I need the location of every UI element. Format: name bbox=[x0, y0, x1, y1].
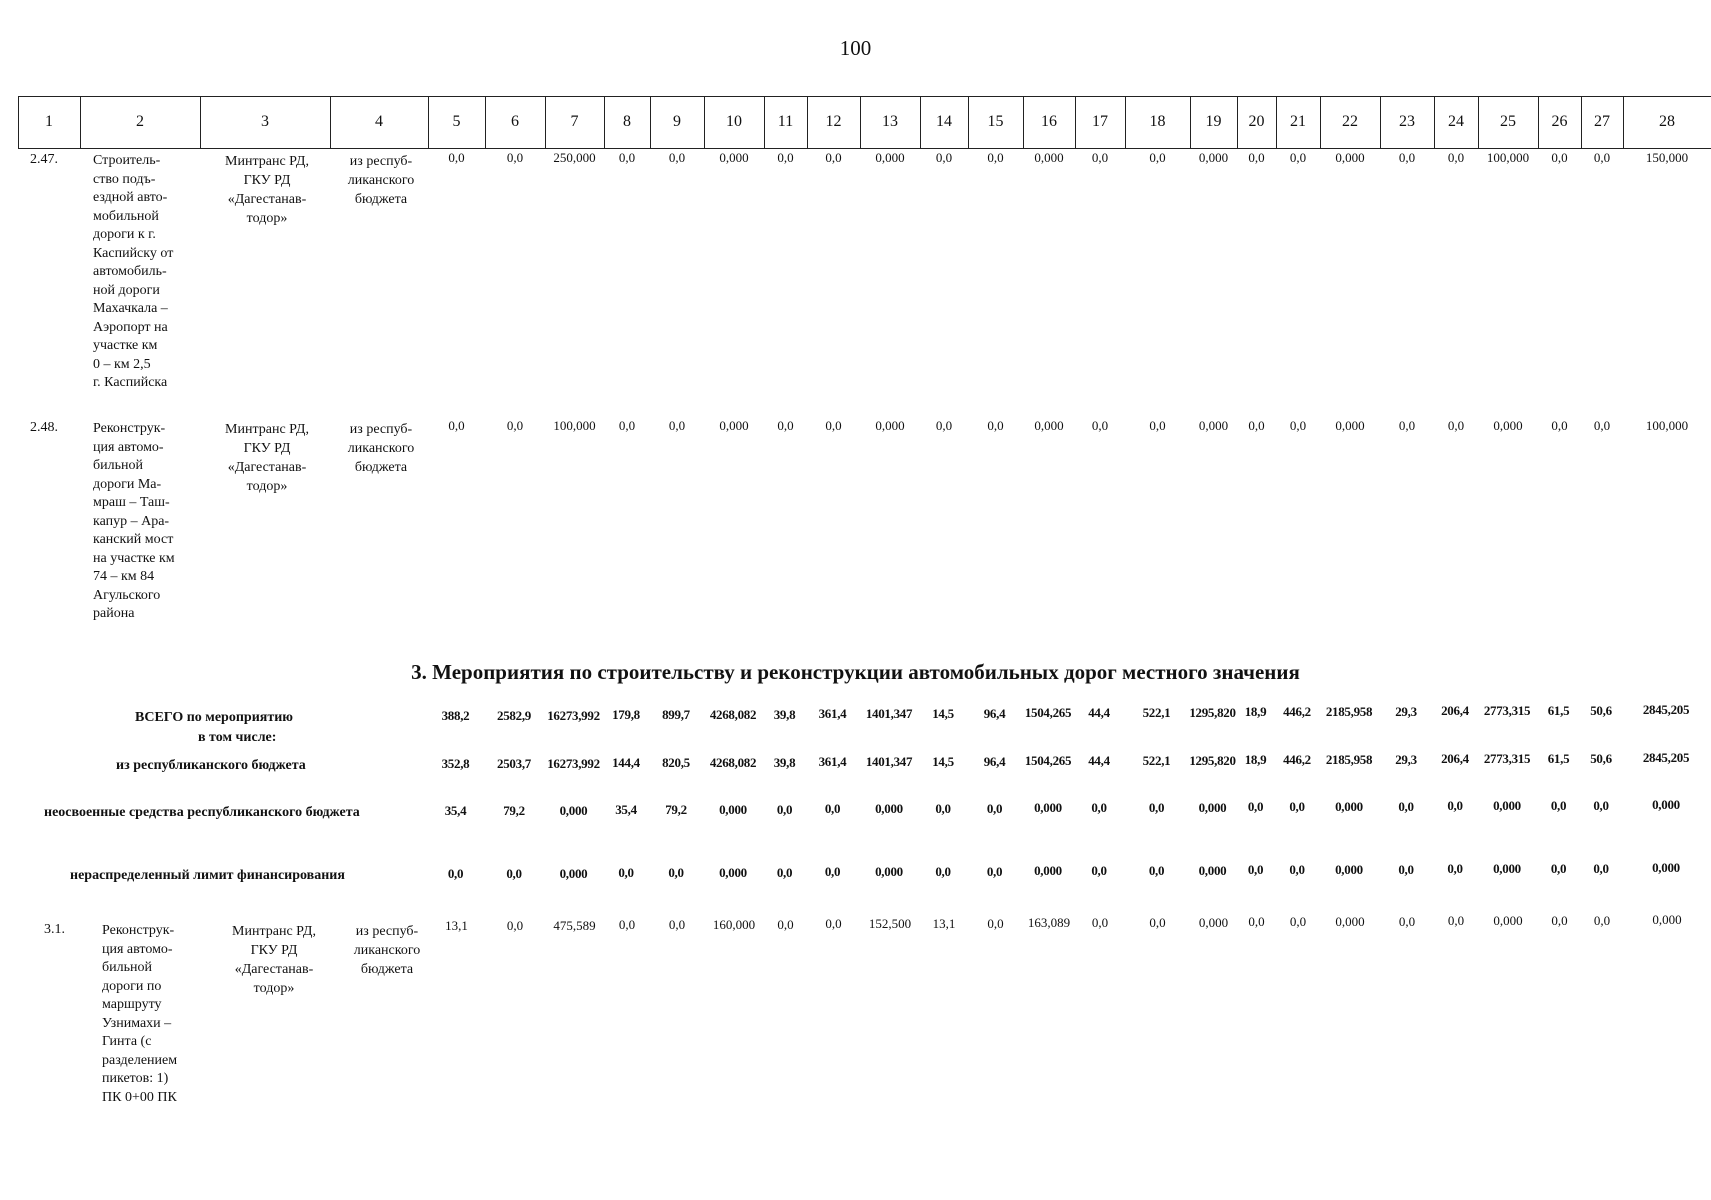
column-header-28: 28 bbox=[1659, 113, 1675, 130]
column-header-11: 11 bbox=[777, 113, 794, 130]
row-value: 0,0 bbox=[668, 150, 686, 165]
summary-value: 0,0 bbox=[1550, 797, 1567, 813]
header-divider bbox=[1478, 96, 1479, 148]
summary-value: 0,000 bbox=[719, 801, 747, 817]
summary-label: неосвоенные средства республиканского бюджета bbox=[44, 805, 360, 820]
summary-value: 2185,958 bbox=[1325, 703, 1373, 719]
summary-value: 0,0 bbox=[1593, 797, 1609, 813]
row-value: 0,0 bbox=[618, 418, 636, 433]
header-divider bbox=[200, 96, 201, 148]
row-value: 0,0 bbox=[987, 150, 1004, 165]
summary-value: 0,0 bbox=[506, 865, 522, 881]
header-divider bbox=[1125, 96, 1126, 148]
row-object-name: Реконструк- ция автомо- бильной дороги по маршруту Узнимахи – Гинта (с разделением пикетов: 1) ПК 0+00 ПК bbox=[102, 923, 178, 1105]
summary-value: 16273,992 bbox=[547, 755, 600, 771]
summary-value: 50,6 bbox=[1590, 750, 1612, 766]
summary-value: 35,4 bbox=[444, 803, 467, 818]
row-value: 0,0 bbox=[668, 418, 686, 433]
row-value: 0,0 bbox=[506, 917, 524, 933]
summary-value: 2773,315 bbox=[1483, 703, 1531, 718]
summary-value: 44,4 bbox=[1088, 705, 1110, 720]
row-value: 250,000 bbox=[553, 150, 596, 165]
table-column-header-row bbox=[0, 96, 1711, 148]
row-value: 0,000 bbox=[1198, 418, 1229, 433]
row-value: 100,000 bbox=[1486, 150, 1530, 165]
summary-value: 0,000 bbox=[559, 865, 588, 881]
summary-value: 50,6 bbox=[1590, 702, 1612, 718]
summary-value: 0,0 bbox=[618, 865, 634, 881]
row-number: 2.48. bbox=[30, 420, 58, 435]
column-header-6: 6 bbox=[511, 113, 519, 130]
row-value: 0,0 bbox=[1593, 912, 1611, 928]
row-funding-source: из респуб- ликанского бюджета bbox=[347, 154, 415, 207]
row-value: 0,0 bbox=[1447, 150, 1465, 165]
summary-value: 0,000 bbox=[875, 864, 903, 879]
row-value: 0,000 bbox=[1493, 913, 1523, 928]
row-value: 0,0 bbox=[1398, 150, 1416, 165]
summary-value: 0,0 bbox=[1447, 798, 1463, 814]
summary-value: 4268,082 bbox=[709, 706, 757, 722]
row-executor: Минтранс РД, ГКУ РД «Дагестанав- тодор» bbox=[232, 924, 316, 996]
row-value: 150,000 bbox=[1645, 150, 1689, 165]
summary-value: 39,8 bbox=[773, 754, 796, 770]
summary-label: нераспределенный лимит финансирования bbox=[70, 868, 345, 883]
row-value: 0,0 bbox=[987, 915, 1004, 931]
summary-value: 899,7 bbox=[662, 707, 690, 722]
summary-value: 18,9 bbox=[1244, 704, 1267, 720]
column-header-22: 22 bbox=[1342, 113, 1358, 130]
header-divider bbox=[1380, 96, 1381, 148]
header-divider bbox=[330, 96, 331, 148]
header-divider bbox=[860, 96, 861, 148]
row-value: 0,0 bbox=[448, 418, 465, 433]
summary-value: 0,0 bbox=[1550, 860, 1567, 876]
summary-value: 1504,265 bbox=[1024, 705, 1072, 721]
column-header-25: 25 bbox=[1500, 113, 1516, 130]
header-divider bbox=[18, 96, 19, 148]
row-value: 0,0 bbox=[825, 916, 842, 932]
row-value: 100,000 bbox=[553, 418, 596, 433]
summary-value: 0,0 bbox=[1289, 799, 1305, 814]
row-value: 0,000 bbox=[875, 150, 905, 165]
row-value: 0,0 bbox=[1289, 914, 1307, 929]
row-value: 0,0 bbox=[1149, 418, 1166, 433]
row-value: 0,0 bbox=[618, 150, 636, 165]
row-object-name: Реконструк- ция автомо- бильной дороги Ма- мраш – Таш- капур – Ара- канский мост на участке км 74 – км 84 Агульского района bbox=[93, 421, 175, 621]
summary-value: 0,0 bbox=[1398, 861, 1414, 877]
row-value: 475,589 bbox=[553, 917, 596, 933]
row-value: 0,0 bbox=[1248, 418, 1265, 433]
summary-value: 206,4 bbox=[1441, 703, 1469, 719]
row-value: 0,0 bbox=[506, 418, 524, 433]
column-header-8: 8 bbox=[623, 113, 631, 130]
summary-value: 0,000 bbox=[1493, 861, 1521, 876]
row-value: 0,0 bbox=[1551, 912, 1568, 928]
row-funding-source: из респуб- ликанского бюджета bbox=[347, 422, 415, 475]
header-divider bbox=[807, 96, 808, 148]
row-value: 0,0 bbox=[1248, 150, 1265, 165]
summary-value: 144,4 bbox=[612, 755, 640, 771]
header-divider bbox=[1023, 96, 1024, 148]
table-header-bottom-rule bbox=[18, 148, 1711, 149]
row-value: 0,0 bbox=[1551, 150, 1568, 165]
row-executor: Минтранс РД, ГКУ РД «Дагестанав- тодор» bbox=[225, 422, 309, 494]
summary-value: 522,1 bbox=[1142, 752, 1171, 768]
column-header-26: 26 bbox=[1551, 113, 1568, 130]
row-value: 0,000 bbox=[1493, 418, 1523, 433]
row-value: 0,0 bbox=[1248, 914, 1265, 930]
column-header-3: 3 bbox=[261, 113, 269, 130]
summary-value: 0,000 bbox=[1335, 861, 1363, 877]
summary-value: 0,000 bbox=[1034, 863, 1062, 879]
header-divider bbox=[968, 96, 969, 148]
row-value: 0,0 bbox=[1149, 150, 1166, 165]
row-value: 0,000 bbox=[1335, 150, 1365, 165]
summary-value: 0,0 bbox=[986, 863, 1003, 879]
row-value: 0,000 bbox=[719, 418, 749, 433]
row-value: 0,0 bbox=[825, 418, 842, 433]
summary-label: из республиканского бюджета bbox=[116, 758, 306, 773]
row-executor: Минтранс РД, ГКУ РД «Дагестанав- тодор» bbox=[225, 154, 309, 226]
summary-value: 61,5 bbox=[1547, 702, 1570, 718]
summary-value: 206,4 bbox=[1441, 751, 1469, 767]
summary-value: 0,000 bbox=[1652, 860, 1680, 876]
column-header-9: 9 bbox=[673, 113, 681, 130]
column-header-2: 2 bbox=[136, 113, 144, 130]
row-value: 0,000 bbox=[1198, 150, 1229, 165]
column-header-4: 4 bbox=[375, 113, 383, 130]
summary-value: 79,2 bbox=[665, 802, 687, 817]
header-divider bbox=[485, 96, 486, 148]
row-value: 0,000 bbox=[1335, 913, 1365, 929]
summary-value: 61,5 bbox=[1547, 750, 1570, 766]
column-header-15: 15 bbox=[987, 113, 1004, 130]
header-divider bbox=[1538, 96, 1539, 148]
column-header-24: 24 bbox=[1448, 113, 1464, 130]
summary-value: 0,000 bbox=[1652, 797, 1680, 813]
column-header-18: 18 bbox=[1149, 113, 1166, 130]
row-value: 0,000 bbox=[1198, 914, 1229, 930]
column-header-20: 20 bbox=[1248, 113, 1265, 130]
row-value: 0,0 bbox=[1398, 913, 1416, 929]
summary-value: 79,2 bbox=[503, 802, 525, 818]
row-value: 0,000 bbox=[875, 418, 905, 433]
row-value: 13,1 bbox=[445, 918, 468, 933]
summary-value: 4268,082 bbox=[709, 754, 757, 770]
header-divider bbox=[1276, 96, 1277, 148]
summary-value: 0,0 bbox=[1398, 798, 1414, 814]
page-number: 100 bbox=[839, 36, 872, 60]
header-divider bbox=[80, 96, 81, 148]
row-value: 0,0 bbox=[1289, 150, 1307, 165]
header-divider bbox=[1075, 96, 1076, 148]
summary-value: 29,3 bbox=[1395, 703, 1417, 719]
summary-value: 0,0 bbox=[1091, 800, 1107, 815]
row-value: 0,0 bbox=[1091, 150, 1109, 165]
summary-value: 0,000 bbox=[719, 864, 747, 880]
header-divider bbox=[428, 96, 429, 148]
column-header-12: 12 bbox=[825, 113, 842, 130]
summary-value: 0,000 bbox=[1335, 798, 1363, 814]
row-value: 0,0 bbox=[1091, 418, 1109, 433]
row-value: 0,0 bbox=[506, 150, 524, 165]
header-divider bbox=[764, 96, 765, 148]
column-header-19: 19 bbox=[1205, 113, 1222, 130]
row-value: 0,0 bbox=[668, 917, 686, 932]
header-divider bbox=[1623, 96, 1624, 148]
summary-value: 0,000 bbox=[1198, 862, 1227, 878]
row-value: 0,0 bbox=[777, 916, 794, 932]
summary-value: 0,0 bbox=[1289, 862, 1305, 877]
row-object-name: Строитель- ство подъ- ездной авто- мобильной дороги к г. Каспийску от автомобиль- ной дороги Махачкала – Аэропорт на участке км 0 – км 2,5 г. Каспийска bbox=[93, 153, 174, 390]
row-value: 0,0 bbox=[777, 150, 794, 165]
header-divider bbox=[1320, 96, 1321, 148]
summary-value: 522,1 bbox=[1142, 704, 1171, 720]
row-value: 13,1 bbox=[932, 915, 956, 931]
summary-value: 0,0 bbox=[1091, 863, 1107, 878]
summary-value: 0,000 bbox=[1034, 800, 1062, 816]
summary-value: 446,2 bbox=[1283, 704, 1311, 719]
column-header-1: 1 bbox=[45, 113, 53, 130]
summary-value: 2845,205 bbox=[1642, 750, 1690, 766]
header-divider bbox=[650, 96, 651, 148]
summary-value: 2185,958 bbox=[1325, 751, 1373, 767]
row-value: 0,0 bbox=[777, 418, 794, 433]
summary-value: 18,9 bbox=[1244, 752, 1267, 768]
summary-value: 14,5 bbox=[932, 705, 954, 721]
summary-value: 446,2 bbox=[1283, 752, 1311, 767]
row-value: 0,0 bbox=[1551, 418, 1568, 433]
summary-value: 35,4 bbox=[615, 802, 637, 818]
row-value: 0,000 bbox=[1652, 912, 1682, 928]
header-divider bbox=[704, 96, 705, 148]
row-value: 0,000 bbox=[1034, 418, 1064, 433]
summary-value: 1401,347 bbox=[865, 754, 913, 769]
summary-label: ВСЕГО по мероприятию bbox=[135, 710, 293, 725]
summary-value: 44,4 bbox=[1088, 753, 1110, 768]
row-value: 160,000 bbox=[712, 916, 756, 932]
summary-value: 0,0 bbox=[776, 864, 793, 880]
section-title: 3. Мероприятия по строительству и реконструкции автомобильных дорог местного значения bbox=[411, 660, 1300, 684]
summary-value: 361,4 bbox=[818, 706, 847, 722]
summary-value: 0,0 bbox=[1247, 799, 1264, 815]
row-value: 0,0 bbox=[1593, 150, 1611, 165]
summary-value: 2582,9 bbox=[497, 707, 531, 723]
column-header-27: 27 bbox=[1594, 113, 1610, 130]
summary-value: 352,8 bbox=[441, 756, 470, 771]
summary-value: 820,5 bbox=[662, 755, 690, 770]
summary-value: 0,0 bbox=[986, 800, 1003, 816]
row-value: 163,089 bbox=[1027, 915, 1071, 931]
column-header-14: 14 bbox=[936, 113, 952, 130]
row-number: 3.1. bbox=[44, 922, 65, 937]
summary-value: 0,000 bbox=[1198, 799, 1227, 815]
summary-value: 16273,992 bbox=[547, 707, 600, 723]
summary-value: 0,000 bbox=[1493, 798, 1521, 813]
summary-value: 0,0 bbox=[824, 864, 841, 880]
row-value: 0,0 bbox=[825, 150, 842, 165]
row-value: 0,0 bbox=[1447, 418, 1465, 433]
summary-value: 0,0 bbox=[1247, 862, 1264, 878]
summary-value: 0,0 bbox=[1593, 860, 1609, 876]
summary-value: 29,3 bbox=[1395, 751, 1417, 767]
summary-value: 96,4 bbox=[983, 753, 1006, 769]
row-value: 0,0 bbox=[935, 418, 953, 433]
row-funding-source: из респуб- ликанского бюджета bbox=[353, 924, 421, 977]
row-value: 0,0 bbox=[935, 150, 953, 165]
summary-value: 1295,820 bbox=[1189, 752, 1236, 768]
column-header-13: 13 bbox=[882, 113, 898, 130]
header-divider bbox=[1434, 96, 1435, 148]
summary-value: 39,8 bbox=[773, 706, 796, 722]
column-header-23: 23 bbox=[1399, 113, 1415, 130]
summary-value: 2845,205 bbox=[1642, 702, 1690, 718]
row-value: 0,0 bbox=[448, 150, 465, 165]
column-header-16: 16 bbox=[1041, 113, 1057, 130]
summary-value: 0,0 bbox=[824, 801, 841, 817]
summary-value: 0,0 bbox=[935, 800, 951, 816]
summary-value: 0,0 bbox=[668, 865, 684, 880]
header-divider bbox=[604, 96, 605, 148]
summary-value: 0,0 bbox=[935, 863, 951, 879]
summary-value: 0,0 bbox=[447, 866, 464, 881]
row-value: 0,0 bbox=[1398, 418, 1416, 433]
summary-value: 0,0 bbox=[1148, 799, 1165, 815]
row-value: 0,0 bbox=[618, 917, 636, 933]
row-number: 2.47. bbox=[30, 152, 58, 167]
summary-value: 96,4 bbox=[983, 705, 1006, 721]
column-header-17: 17 bbox=[1092, 113, 1108, 130]
summary-value: 361,4 bbox=[818, 754, 847, 770]
row-value: 0,000 bbox=[719, 150, 749, 165]
summary-value: 1401,347 bbox=[865, 706, 913, 721]
summary-value: 0,0 bbox=[776, 801, 793, 817]
summary-value: 2503,7 bbox=[497, 755, 531, 771]
header-divider bbox=[1190, 96, 1191, 148]
row-value: 0,0 bbox=[1149, 914, 1166, 930]
row-value: 0,000 bbox=[1034, 150, 1064, 165]
column-header-10: 10 bbox=[726, 113, 742, 130]
row-value: 0,000 bbox=[1335, 418, 1365, 433]
column-header-21: 21 bbox=[1290, 113, 1306, 130]
summary-value: 0,0 bbox=[1148, 862, 1165, 878]
row-value: 0,0 bbox=[1091, 915, 1109, 930]
row-value: 0,0 bbox=[1289, 418, 1307, 433]
summary-value: 0,000 bbox=[559, 802, 588, 818]
row-value: 0,0 bbox=[987, 418, 1004, 433]
column-header-7: 7 bbox=[570, 113, 579, 130]
summary-value: 388,2 bbox=[441, 708, 470, 723]
column-header-5: 5 bbox=[452, 113, 461, 130]
summary-sublabel: в том числе: bbox=[198, 730, 277, 745]
summary-value: 2773,315 bbox=[1483, 751, 1531, 766]
row-value: 0,0 bbox=[1593, 418, 1611, 433]
summary-value: 179,8 bbox=[612, 707, 640, 723]
summary-value: 1504,265 bbox=[1024, 753, 1072, 769]
header-divider bbox=[920, 96, 921, 148]
summary-value: 1295,820 bbox=[1189, 704, 1236, 720]
header-divider bbox=[545, 96, 546, 148]
row-value: 152,500 bbox=[868, 916, 912, 931]
header-divider bbox=[1237, 96, 1238, 148]
summary-value: 0,0 bbox=[1447, 861, 1463, 877]
row-value: 0,0 bbox=[1447, 913, 1465, 929]
row-value: 100,000 bbox=[1645, 418, 1689, 433]
header-divider bbox=[1581, 96, 1582, 148]
summary-value: 0,000 bbox=[875, 801, 903, 816]
summary-value: 14,5 bbox=[932, 753, 954, 769]
